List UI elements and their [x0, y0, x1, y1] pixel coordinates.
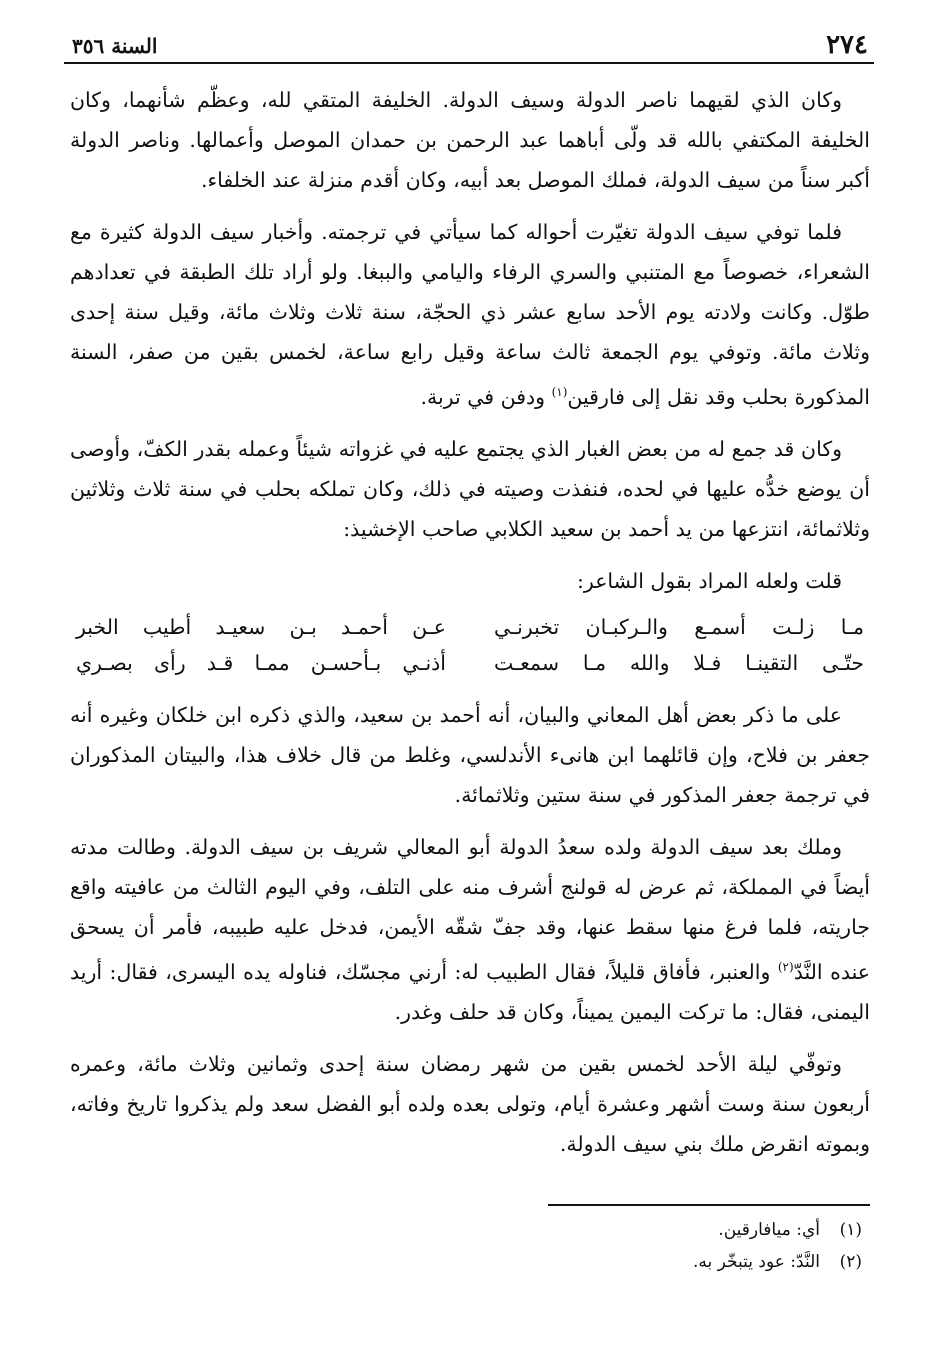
paragraph-2: [70, 212, 870, 417]
verse-2-second-hemistich: أذنـي بـأحسـن ممـا قـد رأى بصـري: [76, 650, 446, 675]
paragraph-6-text: وملك بعد سيف الدولة ولده سعدُ الدولة أبو المعالي شريف بن سيف الدولة. وطالت مدته أيضاً في المملكة، ثم عرض له قولنج أشرف منه على التلف، وفي اليوم الثالث من عافيته واقع جاريته، فلما فرغ منها سقط عنها، وقد جفّ شقّه الأيمن، فدخل عليه طبيبه، فأمر أن يسحق عنده النَّدّ: [70, 834, 870, 984]
running-head-year: السنة ٣٥٦: [72, 34, 158, 58]
footnote-2-number: (٢): [839, 1252, 862, 1272]
footnote-2-text: النَّدّ: عود يتبخّر به.: [693, 1252, 820, 1272]
main-text: [70, 80, 870, 1176]
poem-verses: [70, 609, 870, 681]
paragraph-7: وتوفّي ليلة الأحد لخمس بقين من شهر رمضان سنة إحدى وثمانين وثلاث مائة، وعمره أربعون سنة وست أشهر وعشرة أيام، وتولى بعده ولده أبو الفضل سعد ولم يذكروا تاريخ وفاته، وبموته انقرض ملك بني سيف الدولة.: [70, 1051, 870, 1156]
footnote-1-number: (١): [839, 1220, 862, 1240]
footnote-2: [82, 1246, 862, 1278]
paragraph-2-text: فلما توفي سيف الدولة تغيّرت أحواله كما سيأتي في ترجمته. وأخبار سيف الدولة كثيرة مع الشعراء، خصوصاً مع المتنبي والسري الرفاء واليامي والببغا. ولو أراد تلك الطبقة في تعدادهم طوّل. وكانت ولادته يوم الأحد سابع عشر ذي الحجّة، سنة ثلاث وثلاث مائة، وقيل سنة إحدى وثلاث مائة. وتوفي يوم الجمعة ثالث ساعة وقيل رابع ساعة، لخمس بقين من صفر، السنة المذكورة بحلب وقد نقل إلى فارقين: [70, 220, 870, 409]
verse-1-second-hemistich: عـن أحمـد بـن سعيـد أطيب الخبر: [76, 614, 446, 639]
verse-line-2: [76, 645, 864, 681]
paragraph-3: وكان قد جمع له من بعض الغبار الذي يجتمع عليه في غزواته شيئاً وعمله بقدر الكفّ، وأوصى أن يوضع خدُّه عليها في لحده، فنفذت وصيته في ذلك، وكان تملكه بحلب في سنة ثلاث وثلاثين وثلاثمائة، انتزعها من يد أحمد بن سعيد الكلابي صاحب الإخشيذ:: [70, 436, 870, 541]
footnote-1: [82, 1214, 862, 1246]
footnote-marker-1[interactable]: (١): [551, 385, 568, 399]
paragraph-6: [70, 827, 870, 1032]
verse-1-first-hemistich: مـا زلـت أسمـع والـركبـان تخبرنـي: [494, 614, 864, 639]
paragraph-4: قلت ولعله المراد بقول الشاعر:: [576, 568, 842, 593]
footnote-list: [82, 1214, 862, 1278]
footnote-1-text: أي: ميافارقين.: [718, 1220, 820, 1240]
paragraph-5: على ما ذكر بعض أهل المعاني والبيان، أنه أحمد بن سعيد، والذي ذكره ابن خلكان وغيره أنه جعفر بن فلاح، وإن قائلهما ابن هانىء الأندلسي، وغلط من قال خلاف هذا، والبيتان المذكوران في ترجمة جعفر المذكور في سنة ستين وثلاثمائة.: [70, 702, 870, 807]
footnote-divider: [548, 1204, 870, 1206]
paragraph-6-tail: والعنبر، فأفاق قليلاً، فقال الطبيب له: أرني مجسّك، فناوله يده اليسرى، فقال: أريد اليمنى، فقال: ما تركت اليمين يميناً، وكان قد حلف وغدر.: [70, 959, 870, 1024]
page-number: ٢٧٤: [826, 30, 868, 60]
footnote-marker-2[interactable]: (٢): [777, 959, 794, 974]
verse-2-first-hemistich: حتّـى التقينـا فـلا والله مـا سمعـت: [494, 650, 864, 675]
page-header: [64, 28, 874, 64]
paragraph-2-tail: ودفن في تربة.: [420, 384, 552, 409]
verse-line-1: [76, 609, 864, 645]
paragraph-1: وكان الذي لقيهما ناصر الدولة وسيف الدولة. الخليفة المتقي لله، وعظّم شأنهما، وكان الخليفة المكتفي بالله قد ولّى أباهما عبد الرحمن بن حمدان الموصل وأعمالها. وناصر الدولة أكبر سناً من سيف الدولة، فملك الموصل بعد أبيه، وكان أقدم منزلة عند الخلفاء.: [70, 88, 870, 192]
